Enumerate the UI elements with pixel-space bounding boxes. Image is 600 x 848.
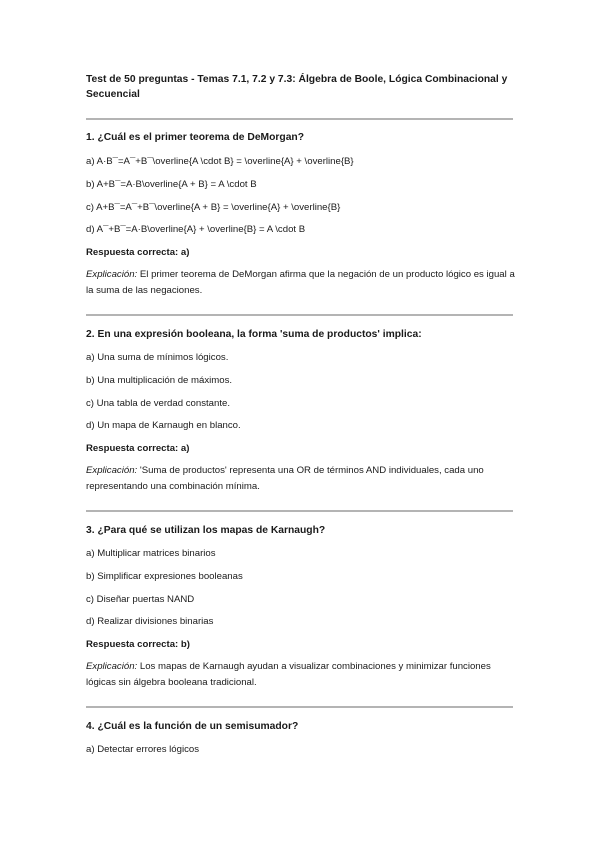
question-2-option-d: d) Un mapa de Karnaugh en blanco. bbox=[86, 420, 241, 431]
section-divider bbox=[86, 706, 513, 708]
explanation-text: 'Suma de productos' representa una OR de términos AND individuales, cada uno representando una combinación mínima. bbox=[86, 465, 484, 492]
section-divider bbox=[86, 510, 513, 512]
question-2-option-c: c) Una tabla de verdad constante. bbox=[86, 398, 230, 409]
question-4-option-a: a) Detectar errores lógicos bbox=[86, 744, 200, 755]
question-3-option-a: a) Multiplicar matrices binarios bbox=[86, 548, 216, 559]
question-3-option-b: b) Simplificar expresiones booleanas bbox=[86, 571, 243, 582]
question-1-option-c: c) A+B¯=A¯+B¯\overline{A + B} = \overline{A} + \overline{B} bbox=[86, 202, 341, 213]
question-3-option-d: d) Realizar divisiones binarias bbox=[86, 616, 214, 627]
question-1-title: 1. ¿Cuál es el primer teorema de DeMorgan? bbox=[86, 132, 305, 143]
section-divider bbox=[86, 118, 513, 120]
question-1-option-a: a) A·B¯=A¯+B¯\overline{A \cdot B} = \overline{A} + \overline{B} bbox=[86, 156, 354, 167]
explanation-label: Explicación: bbox=[86, 465, 138, 476]
question-2-option-b: b) Una multiplicación de máximos. bbox=[86, 375, 233, 386]
question-2-explanation bbox=[86, 463, 518, 495]
question-2-option-a: a) Una suma de mínimos lógicos. bbox=[86, 352, 229, 363]
question-3-answer: Respuesta correcta: b) bbox=[86, 639, 190, 650]
question-1-answer: Respuesta correcta: a) bbox=[86, 247, 190, 258]
question-2-answer: Respuesta correcta: a) bbox=[86, 443, 190, 454]
explanation-text: Los mapas de Karnaugh ayudan a visualizar combinaciones y minimizar funciones lógicas sin álgebra booleana tradicional. bbox=[86, 661, 491, 688]
question-1-option-b: b) A+B¯=A·B\overline{A + B} = A \cdot B bbox=[86, 179, 257, 190]
question-4-title: 4. ¿Cuál es la función de un semisumador? bbox=[86, 721, 299, 732]
question-3-title: 3. ¿Para qué se utilizan los mapas de Karnaugh? bbox=[86, 525, 326, 536]
explanation-text: El primer teorema de DeMorgan afirma que la negación de un producto lógico es igual a la suma de las negaciones. bbox=[86, 269, 515, 296]
question-3-explanation bbox=[86, 659, 518, 691]
section-divider bbox=[86, 314, 513, 316]
explanation-label: Explicación: bbox=[86, 269, 138, 280]
question-2-title: 2. En una expresión booleana, la forma 'suma de productos' implica: bbox=[86, 329, 422, 340]
question-1-option-d: d) A¯+B¯=A·B\overline{A} + \overline{B} = A \cdot B bbox=[86, 224, 306, 235]
document-title: Test de 50 preguntas - Temas 7.1, 7.2 y 7.3: Álgebra de Boole, Lógica Combinacional y Secuencial bbox=[86, 74, 508, 100]
question-1-explanation bbox=[86, 267, 518, 299]
question-3-option-c: c) Diseñar puertas NAND bbox=[86, 594, 195, 605]
explanation-label: Explicación: bbox=[86, 661, 138, 672]
